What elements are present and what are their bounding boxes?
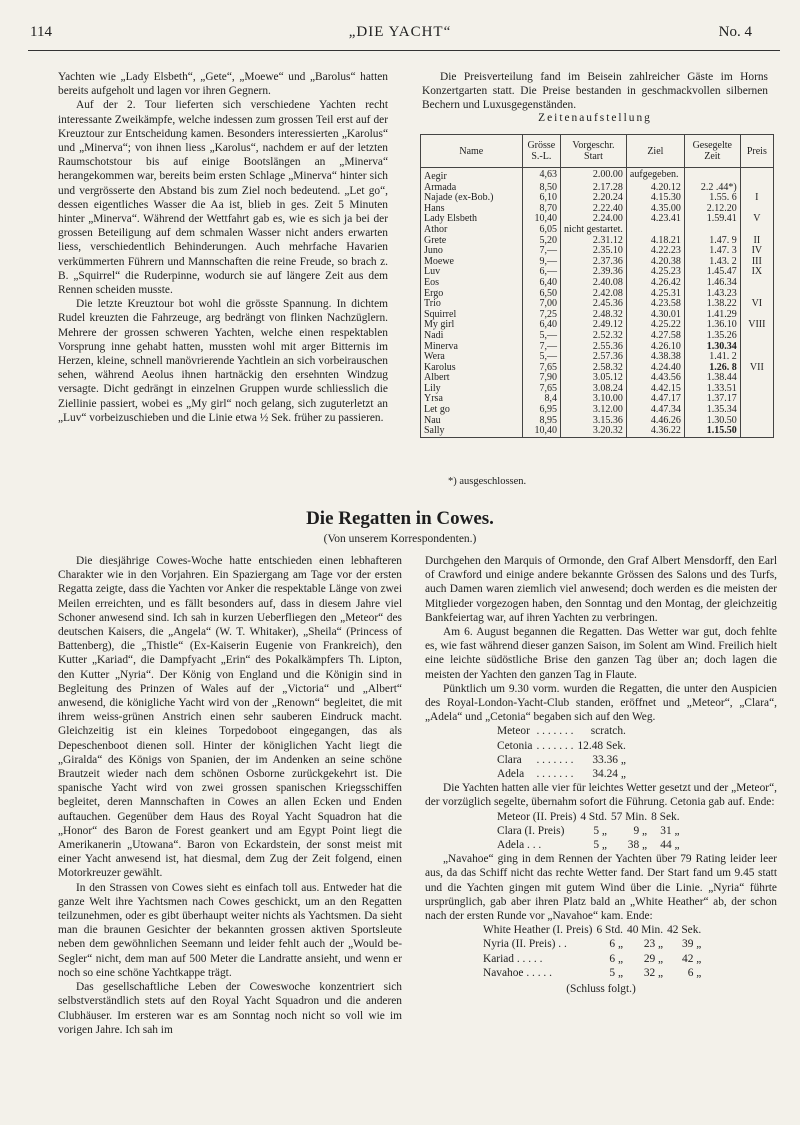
table-cell: 5,—	[522, 331, 560, 342]
table-cell: 1.41.29	[684, 310, 740, 321]
table-cell: 3.05.12	[561, 373, 627, 384]
list-cell: 44 „	[660, 839, 680, 852]
table-cell: Najade (ex-Bob.)	[421, 193, 523, 204]
table-cell: 4.22.23	[626, 246, 684, 257]
table-row	[421, 278, 774, 289]
results-table-body	[421, 168, 774, 438]
table-cell: I	[740, 193, 773, 204]
list-item	[497, 753, 630, 767]
column-header: Vorgeschr. Start	[561, 135, 627, 168]
results-table	[420, 134, 774, 438]
table-cell: 7,65	[522, 363, 560, 374]
list-cell: Nyria (II. Preis) . .	[483, 938, 567, 951]
table-cell: Albert	[421, 373, 523, 384]
table-cell: 1.43.23	[684, 289, 740, 300]
paragraph: Am 6. August begannen die Regatten. Das Wetter war gut, doch fehlte es, wie fast während dieser ganzen Saison, im Solent am Wind. Freilich hielt eine leichte südöstliche Brise den ganzen Tag über an; doch lagen die meisten der Yachten den ganzen Tag in Flaute.	[425, 626, 777, 681]
table-cell: 3.15.36	[561, 416, 627, 427]
table-cell: 7,25	[522, 310, 560, 321]
handicap-list	[497, 724, 777, 781]
list-cell: Navahoe . . . . .	[483, 966, 552, 979]
list-item	[497, 767, 630, 781]
table-cell: 2.31.12	[561, 236, 627, 247]
table-cell: 4.46.26	[626, 416, 684, 427]
table-cell: 5,20	[522, 236, 560, 247]
column-header: Gesegelte Zeit	[684, 135, 740, 168]
table-cell: 4.25.31	[626, 289, 684, 300]
table-cell: 1.41. 2	[684, 352, 740, 363]
table-cell: 2.45.36	[561, 299, 627, 310]
table-cell: aufgegeben.	[626, 168, 684, 183]
paragraph: Pünktlich um 9.30 vorm. wurden die Regatten, die unter den Auspicien des Royal-London-Yacht-Club standen, eröffnet und „Meteor“, „Clara“, „Adela“ und „Cetonia“ begaben sich auf den Weg.	[425, 682, 777, 724]
paragraph: Yachten wie „Lady Elsbeth“, „Gete“, „Moewe“ und „Barolus“ hatten bereits aufgeholt und lagen vor ihren Gegnern.	[58, 71, 388, 98]
table-title: Zeitenaufstellung	[538, 112, 652, 124]
table-cell: 4.25.23	[626, 267, 684, 278]
paragraph: Durchgehen den Marquis of Ormonde, den Graf Albert Mensdorff, den Earl of Crawford und einige andere bekannte Grössen des Salons und des Turfs, auch Damen waren ziemlich viel anwesend; doch werden es die meisten der Mitglieder vorgezogen haben, den Sonntag und den Montag, der gleichzeitig Bankfeiertag war, auf ihren Yachten zu verbringen.	[425, 555, 777, 624]
table-cell: 1.46.34	[684, 278, 740, 289]
table-cell: Let go	[421, 405, 523, 416]
table-cell: 4.20.12	[626, 183, 684, 194]
table-cell: 4.35.00	[626, 204, 684, 215]
table-cell: 4.20.38	[626, 257, 684, 268]
results-list-1	[497, 810, 777, 853]
table-cell: 1.30.34	[684, 342, 740, 353]
list-item	[483, 937, 705, 951]
list-cell: 8 Sek.	[651, 810, 680, 823]
table-cell: 1.45.47	[684, 267, 740, 278]
table-row	[421, 168, 774, 183]
article-left-column	[58, 554, 402, 1109]
page-number: 114	[30, 24, 52, 40]
table-cell	[740, 373, 773, 384]
table-cell: 4.27.58	[626, 331, 684, 342]
table-row	[421, 426, 774, 437]
paragraph: Die Yachten hatten alle vier für leichtes Wetter gesetzt und der „Meteor“, der vorzüglich segelte, übernahm sofort die Führung. Cetonia gab auf. Ende:	[425, 782, 777, 809]
table-cell: 2.57.36	[561, 352, 627, 363]
column-header: Ziel	[626, 135, 684, 168]
table-cell: 1.35.34	[684, 405, 740, 416]
table-cell: 2.12.20	[684, 204, 740, 215]
table-cell: Athor	[421, 225, 523, 236]
paragraph: Die letzte Kreuztour bot wohl die grösste Spannung. In dichtem Rudel kreuzten die Fahrzeuge, arg bedrängt von flinken Nachzüglern. Mehrere der grossen schweren Yachten, welche einen respektablen Vorsprung inne gehabt hatten, mussten wohl mit arger Bitternis im Herzen, kleine, schnell manövrierende Yachtlein an sich vorbeirauschen sehen, während Aeolus ihnen hartnäckig den ersehnten Windzug versagte. Dicht gedrängt in einzelnen Gruppen wurde schliesslich die Ziellinie passiert, wobei es „My girl“ noch gelang, sich zuguterletzt an „Luv“ vorbeizuschieben und die Linie etwa ½ Sek. früher zu passieren.	[58, 298, 388, 424]
list-cell: 5 „	[593, 824, 607, 837]
table-cell: 6,—	[522, 267, 560, 278]
table-cell: Armada	[421, 183, 523, 194]
table-cell: 6,40	[522, 278, 560, 289]
table-cell	[740, 331, 773, 342]
paragraph: Das gesellschaftliche Leben der Coweswoche konzentriert sich selbstverständlich stets auf den Royal Yacht Squadron und die anderen Clubhäuser. Im ersteren war es am Sonntag noch nicht so voll wie im vorigen Jahre. Ich sah im	[58, 981, 402, 1036]
table-cell	[740, 384, 773, 395]
table-cell: 6,40	[522, 320, 560, 331]
table-cell: 1.26. 8	[684, 363, 740, 374]
table-cell	[626, 225, 684, 236]
table-cell: 1.35.26	[684, 331, 740, 342]
table-cell: 4.26.42	[626, 278, 684, 289]
table-cell: VIII	[740, 320, 773, 331]
list-cell: 6 „	[609, 952, 624, 965]
table-cell: Grete	[421, 236, 523, 247]
table-cell: 2.24.00	[561, 214, 627, 225]
table-cell: 7,00	[522, 299, 560, 310]
list-cell: Kariad . . . . .	[483, 952, 543, 965]
list-cell: Meteor (II. Preis)	[497, 810, 577, 823]
list-cell: 6 „	[687, 966, 702, 979]
table-cell: VII	[740, 363, 773, 374]
paragraph: Die Preisverteilung fand im Beisein zahlreicher Gäste im Horns Konzertgarten statt. Die Preise bestanden in geschmackvollen silbernen Bechern und Luxusgegenständen.	[422, 71, 768, 112]
list-cell: . . . . . . .	[536, 739, 574, 752]
list-cell: 6 „	[609, 938, 624, 951]
table-cell	[740, 225, 773, 236]
table-cell: 4.43.56	[626, 373, 684, 384]
table-cell: 4.30.01	[626, 310, 684, 321]
table-cell: 4.47.17	[626, 394, 684, 405]
table-cell: 7,—	[522, 246, 560, 257]
column-header: Preis	[740, 135, 773, 168]
list-cell: 32 „	[643, 966, 664, 979]
table-cell: Karolus	[421, 363, 523, 374]
table-cell: VI	[740, 299, 773, 310]
list-cell: 31 „	[660, 824, 680, 837]
list-item	[483, 966, 705, 980]
list-cell: 38 „	[627, 839, 648, 852]
list-cell: 9 „	[633, 824, 648, 837]
list-cell: 42 „	[682, 952, 702, 965]
table-cell: 1.30.50	[684, 416, 740, 427]
table-cell: 4.38.38	[626, 352, 684, 363]
table-cell: Trio	[421, 299, 523, 310]
table-cell: Luv	[421, 267, 523, 278]
list-cell: White Heather (I. Preis)	[483, 924, 593, 937]
table-cell: II	[740, 236, 773, 247]
paragraph: In den Strassen von Cowes sieht es einfach toll aus. Entweder hat die ganze Welt ihre Yachtsmen nach Cowes geschickt, um an den Regatten teilzunehmen, oder es gibt überhaupt weiter nichts als Yachtsmen. Da sieht man die braunen Gesichter der bekannten grossen aktiven Sportsleute neben dem gewöhnlichen Seemann und leider fehlt auch der „Would be-Segler“ nicht, dem man auf 500 Meter die Landratte ansieht, und wenn er noch so eine schöne Yachtkappe trägt.	[58, 881, 402, 979]
table-cell	[740, 278, 773, 289]
list-cell: Adela . . .	[497, 839, 542, 852]
table-cell: 2.37.36	[561, 257, 627, 268]
table-cell: 2.35.10	[561, 246, 627, 257]
paragraph: Die diesjährige Cowes-Woche hatte entschieden einen lebhafteren Charakter wie in den Vorjahren. Ein Spaziergang am Tage vor der ersten Regatta zeigte, dass die Yachten vor Anker die respektable Länge von zwei Meilen erreichten, und es fällt besonders auf, dass in diesem Jahre viel Schoner anwesend sind. Ich sah in kurzen Ueberfliegen den „Meteor“ des deutschen Kaisers, die „Angela“ (W. T. Whitaker), „Sheila“ (Princess of Battenberg), die „Thistle“ (Ex-Kaiserin Eugenie von Frankreich), den Kutter „Kariad“, die Dampfyacht „Erin“ des Pokalkämpfers Th. Lipton, den Kutter „Nyria“. Der König von England und die Königin sind in Begleitung des Prinzen of Wales auf der „Victoria“ und „Albert“ anwesend, die königliche Yacht wird von der „Renown“ begleitet, die mit ihrem weiss-grünen Anstrich einen sehr sauberen Eindruck macht. Gleichzeitig ist ein kleines Torpedoboot eingegangen, das als Depeschenboot dienen soll. Hinter der königlichen Yacht liegt die „Giralda“ des Königs von Spanien, der im Andenken an seine schöne Brautzeit wieder nach dem schönen Osborne zurückgekehrt ist. Die spanische Yacht wird von zwei grossen spanischen Kriegsschiffen begleitet, deren Mannschaften in Cowes an allen Ecken und Enden auftauchen. Gegenüber dem Haus des Royal Yacht Squadron hat die „Honor“ des Baron de Forest geankert und am Egypt Point liegt die Amerikanerin „Utowana“. Baron von Eckardstein, der sonst meist mit einer Yacht anwesend ist, hat diesmal, dem Zug der Zeit folgend, einen Motorkreuzer gewählt.	[58, 555, 402, 880]
table-cell	[740, 405, 773, 416]
table-cell: 2.48.32	[561, 310, 627, 321]
table-cell	[740, 394, 773, 405]
table-cell: 2.58.32	[561, 363, 627, 374]
table-cell: 1.47. 9	[684, 236, 740, 247]
table-cell: 2.22.40	[561, 204, 627, 215]
table-footnote: *) ausgeschlossen.	[448, 476, 527, 487]
table-cell: 5,—	[522, 352, 560, 363]
article-title: Die Regatten in Cowes.	[306, 508, 494, 529]
table-cell: Lily	[421, 384, 523, 395]
table-cell: 3.10.00	[561, 394, 627, 405]
table-cell: Hans	[421, 204, 523, 215]
list-cell: Clara (I. Preis)	[497, 824, 565, 837]
table-cell: Minerva	[421, 342, 523, 353]
table-cell: 6,95	[522, 405, 560, 416]
table-cell: 4.24.40	[626, 363, 684, 374]
list-cell: 42 Sek.	[667, 924, 702, 937]
table-cell: 2.2 .44*)	[684, 183, 740, 194]
table-cell: 4.18.21	[626, 236, 684, 247]
table-cell	[684, 225, 740, 236]
table-row	[421, 331, 774, 342]
table-cell: 2.17.28	[561, 183, 627, 194]
list-cell: 33.36 „	[592, 753, 626, 766]
table-cell: 3.12.00	[561, 405, 627, 416]
table-cell: 2.40.08	[561, 278, 627, 289]
table-cell: 1.15.50	[684, 426, 740, 437]
list-cell: 57 Min.	[610, 810, 648, 823]
table-cell: 1.55. 6	[684, 193, 740, 204]
table-cell: 8,4	[522, 394, 560, 405]
table-cell: 2.52.32	[561, 331, 627, 342]
list-cell: Meteor	[497, 725, 530, 738]
table-cell	[740, 426, 773, 437]
list-item	[483, 923, 705, 937]
table-cell: 1.59.41	[684, 214, 740, 225]
table-cell: 1.47. 3	[684, 246, 740, 257]
list-cell: Cetonia	[497, 739, 533, 752]
list-cell: . . . . . . .	[536, 753, 574, 766]
list-cell: 6 Std.	[596, 924, 624, 937]
table-cell	[740, 342, 773, 353]
list-cell: scratch.	[590, 725, 626, 738]
table-cell: 2.39.36	[561, 267, 627, 278]
table-cell: Lady Elsbeth	[421, 214, 523, 225]
list-cell: 23 „	[643, 938, 664, 951]
table-cell: III	[740, 257, 773, 268]
table-row	[421, 225, 774, 236]
column-header: Name	[421, 135, 523, 168]
list-cell: 5 „	[593, 839, 607, 852]
table-cell: 1.38.44	[684, 373, 740, 384]
table-cell: 1.36.10	[684, 320, 740, 331]
list-cell: 5 „	[609, 966, 624, 979]
table-cell: 4.25.22	[626, 320, 684, 331]
table-cell	[684, 168, 740, 183]
table-cell: 7,—	[522, 342, 560, 353]
list-cell: 40 Min.	[627, 924, 664, 937]
table-cell: 3.08.24	[561, 384, 627, 395]
table-cell: Yrsa	[421, 394, 523, 405]
table-cell: 2.20.24	[561, 193, 627, 204]
table-cell: 1.33.51	[684, 384, 740, 395]
paragraph: Auf der 2. Tour lieferten sich verschiedene Yachten recht interessante Zweikämpfe, welche indessen zum grossen Teil erst auf der Kreuztour zur Entscheidung kamen. Besonders interessierten „Karolus“ und „Minerva“; von ihnen liess „Karolus“, nachdem er auf der letzten Raumschotstour bis auf einige Bootslängen an „Minerva“ herangekommen war, bereits beim ersten Schlage „Minerva“ hinter sich und vergrösserte den Abstand bis zum Ziel noch bedeutend. „Let go“, dessen eigentliches Wasser die Aa ist, blieb in ges. Zeit 5 Minuten hinter „Minerva“. Während der Wettfahrt gab es, wie es sich ja bei der grossen Beteiligung auf dem schmalen Wasser nicht anders erwarten liess, verschiedentlich Behinderungen. Auch mehrfache Havarien verkümmerten Führern und Mannschaften die reine Freude, so brach z. B. „Squirrel“ die Ruderpinne, wodurch sie auf längere Zeit aus dem Rennen scheiden musste.	[58, 99, 388, 297]
table-cell: 3.20.32	[561, 426, 627, 437]
table-cell: 1.37.17	[684, 394, 740, 405]
list-cell: 39 „	[682, 938, 702, 951]
list-cell: 29 „	[643, 952, 664, 965]
column-header: Grösse S.-L.	[522, 135, 560, 168]
table-cell: Nadi	[421, 331, 523, 342]
table-cell: 4,63	[522, 168, 560, 183]
table-cell: 7,65	[522, 384, 560, 395]
list-item	[497, 724, 630, 738]
table-cell: 8,70	[522, 204, 560, 215]
table-cell: Sally	[421, 426, 523, 437]
table-cell: 2.55.36	[561, 342, 627, 353]
list-cell: Clara	[497, 753, 522, 766]
table-cell: 2.49.12	[561, 320, 627, 331]
article-right-column	[425, 554, 777, 1114]
left-top-column	[58, 70, 388, 490]
table-cell: nicht gestartet.	[561, 225, 627, 236]
table-cell: 2.00.00	[561, 168, 627, 183]
list-item	[497, 838, 684, 852]
list-item	[497, 810, 684, 824]
results-list-2	[483, 923, 777, 980]
table-cell: Aegir	[421, 168, 523, 183]
table-cell: IV	[740, 246, 773, 257]
table-cell: 2.42.08	[561, 289, 627, 300]
list-item	[483, 952, 705, 966]
table-cell: 10,40	[522, 426, 560, 437]
table-cell: 7,90	[522, 373, 560, 384]
list-cell: Adela	[497, 768, 525, 781]
closing-note: (Schluss folgt.)	[566, 983, 636, 996]
table-cell: 1.38.22	[684, 299, 740, 310]
table-cell: 4.42.15	[626, 384, 684, 395]
table-cell: 4.15.30	[626, 193, 684, 204]
table-cell: Eos	[421, 278, 523, 289]
table-cell: 1.43. 2	[684, 257, 740, 268]
table-cell	[740, 416, 773, 427]
list-cell: . . . . . . .	[536, 768, 574, 781]
table-cell: 4.36.22	[626, 426, 684, 437]
table-cell	[740, 168, 773, 183]
list-item	[497, 824, 684, 838]
results-table-1	[497, 810, 684, 853]
table-cell: Moewe	[421, 257, 523, 268]
header-rule	[28, 50, 780, 51]
table-cell: Ergo	[421, 289, 523, 300]
running-header	[0, 24, 800, 46]
table-cell: 4.47.34	[626, 405, 684, 416]
table-cell: Nau	[421, 416, 523, 427]
table-cell: Juno	[421, 246, 523, 257]
table-cell: 4.26.10	[626, 342, 684, 353]
table-cell: 6,05	[522, 225, 560, 236]
table-cell: 8,50	[522, 183, 560, 194]
table-cell: Squirrel	[421, 310, 523, 321]
table-cell: My girl	[421, 320, 523, 331]
journal-title: „DIE YACHT“	[348, 24, 452, 40]
list-cell: 4 Std.	[580, 810, 607, 823]
table-cell: 4.23.58	[626, 299, 684, 310]
table-cell: 6,10	[522, 193, 560, 204]
table-header-row	[421, 135, 774, 168]
article-byline: (Von unserem Korrespondenten.)	[323, 533, 477, 545]
table-cell: 8,95	[522, 416, 560, 427]
table-cell: Wera	[421, 352, 523, 363]
results-table-2	[483, 923, 705, 980]
paragraph: „Navahoe“ ging in dem Rennen der Yachten über 79 Rating leider leer aus, da das Schiff nicht das rechte Wetter fand. Der Start fand um 9.45 statt und die Yachten gingen mit gutem Wind über die Linie. „Nyria“ führte ursprünglich, gab aber ihren Platz bald an „White Heather“ ab, der schon nach der ersten Runde vor „Navahoe“ kam. Ende:	[425, 853, 777, 923]
table-cell: 10,40	[522, 214, 560, 225]
prize-intro	[422, 70, 768, 112]
table-cell: V	[740, 214, 773, 225]
table-cell: 4.23.41	[626, 214, 684, 225]
list-cell: . . . . . . .	[536, 725, 574, 738]
handicap-table	[497, 724, 630, 781]
table-cell: 6,50	[522, 289, 560, 300]
issue-number: No. 4	[718, 24, 752, 40]
table-cell: IX	[740, 267, 773, 278]
list-item	[497, 739, 630, 753]
list-cell: 12.48 Sek.	[577, 739, 626, 752]
table-cell: 9,—	[522, 257, 560, 268]
list-cell: 34.24 „	[592, 768, 626, 781]
